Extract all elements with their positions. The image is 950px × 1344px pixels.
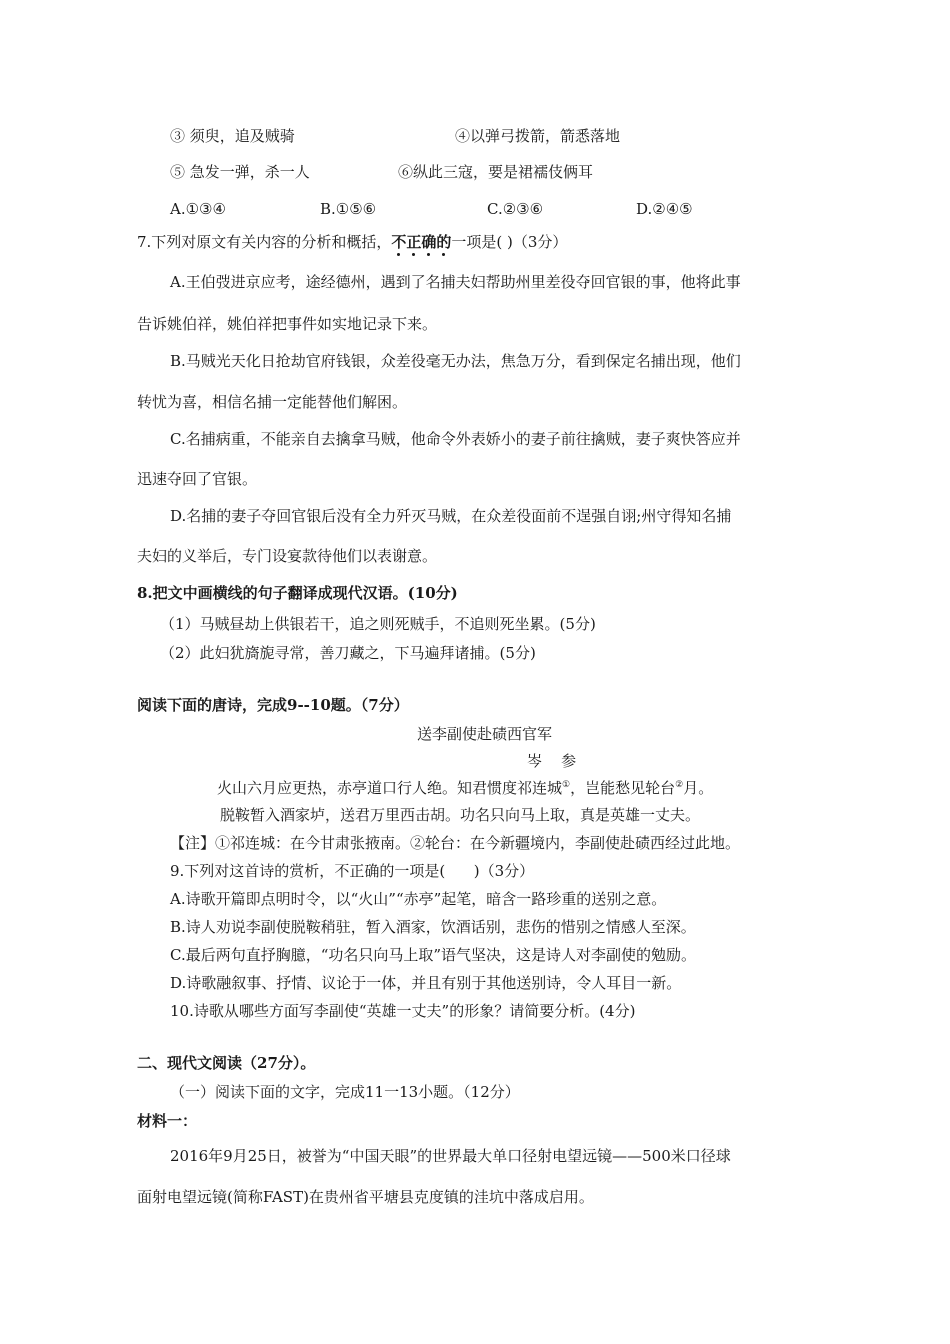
q8-sentence-2: （2）此妇犹旖旎寻常，善刀藏之，下马遍拜诸捕。(5分) xyxy=(160,644,536,662)
poem-title: 送李副使赴碛西官军 xyxy=(417,725,553,743)
q9-option-d: D.诗歌融叙事、抒情、议论于一体，并且有别于其他送别诗，令人耳目一新。 xyxy=(170,974,682,992)
q6-choice-a: A.①③④ xyxy=(170,200,226,218)
q6-option-4: ④以弹弓拨箭，箭悉落地 xyxy=(455,127,621,145)
material-paragraph-line2: 面射电望远镜(简称FAST)在贵州省平塘县克度镇的洼坑中落成启用。 xyxy=(137,1188,594,1206)
q7-stem: 7.下列对原文有关内容的分析和概括，不正确的一项是( )（3分） xyxy=(137,233,568,251)
section2-subheading: （一）阅读下面的文字，完成11一13小题。（12分） xyxy=(170,1083,520,1101)
material-label: 材料一： xyxy=(137,1112,198,1130)
q6-option-6: ⑥纵此三寇，要是裙襦伎俩耳 xyxy=(398,163,594,181)
q9-option-b: B.诗人劝说李副使脱鞍稍驻，暂入酒家，饮酒话别，悲伤的惜别之情感人至深。 xyxy=(170,918,696,936)
q8-stem: 8.把文中画横线的句子翻译成现代汉语。(10分) xyxy=(137,584,458,602)
section2-heading: 二、现代文阅读（27分）。 xyxy=(137,1054,316,1072)
q6-choice-b: B.①⑤⑥ xyxy=(320,200,377,218)
q7-option-d-line2: 夫妇的义举后，专门设宴款待他们以表谢意。 xyxy=(137,547,438,565)
q6-choice-d: D.②④⑤ xyxy=(636,200,693,218)
material-paragraph-line1: 2016年9月25日，被誉为“中国天眼”的世界最大单口径射电望远镜——500米口径球 xyxy=(170,1147,731,1165)
q7-option-b-line1: B.马贼光天化日抢劫官府钱银，众差役毫无办法，焦急万分，看到保定名捕出现，他们 xyxy=(170,352,741,370)
poem-line-2: 脱鞍暂入酒家垆，送君万里西击胡。功名只向马上取，真是英雄一丈夫。 xyxy=(220,806,701,824)
q9-stem: 9.下列对这首诗的赏析，不正确的一项是( )（3分） xyxy=(170,862,535,880)
poem-line-1: 火山六月应更热，赤亭道口行人绝。知君惯度祁连城①，岂能愁见轮台②月。 xyxy=(217,779,714,797)
q6-choice-c: C.②③⑥ xyxy=(487,200,544,218)
poem-notes: 【注】①祁连城：在今甘肃张掖南。②轮台：在今新疆境内，李副使赴碛西经过此地。 xyxy=(170,834,741,852)
q9-option-a: A.诗歌开篇即点明时令，以“火山”“赤亭”起笔，暗含一路珍重的送别之意。 xyxy=(170,890,667,908)
q9-option-c: C.最后两句直抒胸臆，“功名只向马上取”语气坚决，这是诗人对李副使的勉励。 xyxy=(170,946,697,964)
q10-stem: 10.诗歌从哪些方面写李副使“英雄一丈夫”的形象？请简要分析。(4分) xyxy=(170,1002,636,1020)
q6-option-5: ⑤ 急发一弹，杀一人 xyxy=(170,163,310,181)
q6-option-3: ③ 须臾，追及贼骑 xyxy=(170,127,295,145)
q7-option-a-line1: A.王伯弢进京应考，途经德州，遇到了名捕夫妇帮助州里差役夺回官银的事，他将此事 xyxy=(170,273,741,291)
q7-option-a-line2: 告诉姚伯祥，姚伯祥把事件如实地记录下来。 xyxy=(137,315,438,333)
poem-author: 岑 参 xyxy=(527,752,577,770)
q7-option-d-line1: D.名捕的妻子夺回官银后没有全力歼灭马贼，在众差役面前不逞强自诩;州守得知名捕 xyxy=(170,507,732,525)
q8-sentence-1: （1）马贼昼劫上供银若干，追之则死贼手，不追则死坐累。(5分) xyxy=(160,615,596,633)
q7-option-c-line1: C.名捕病重，不能亲自去擒拿马贼，他命令外表娇小的妻子前往擒贼，妻子爽快答应并 xyxy=(170,430,741,448)
q7-emphasis: 不正确的 xyxy=(391,233,452,251)
q7-option-b-line2: 转忧为喜，相信名捕一定能替他们解困。 xyxy=(137,393,408,411)
poem-intro: 阅读下面的唐诗，完成9--10题。（7分） xyxy=(137,696,409,714)
q7-option-c-line2: 迅速夺回了官银。 xyxy=(137,470,258,488)
